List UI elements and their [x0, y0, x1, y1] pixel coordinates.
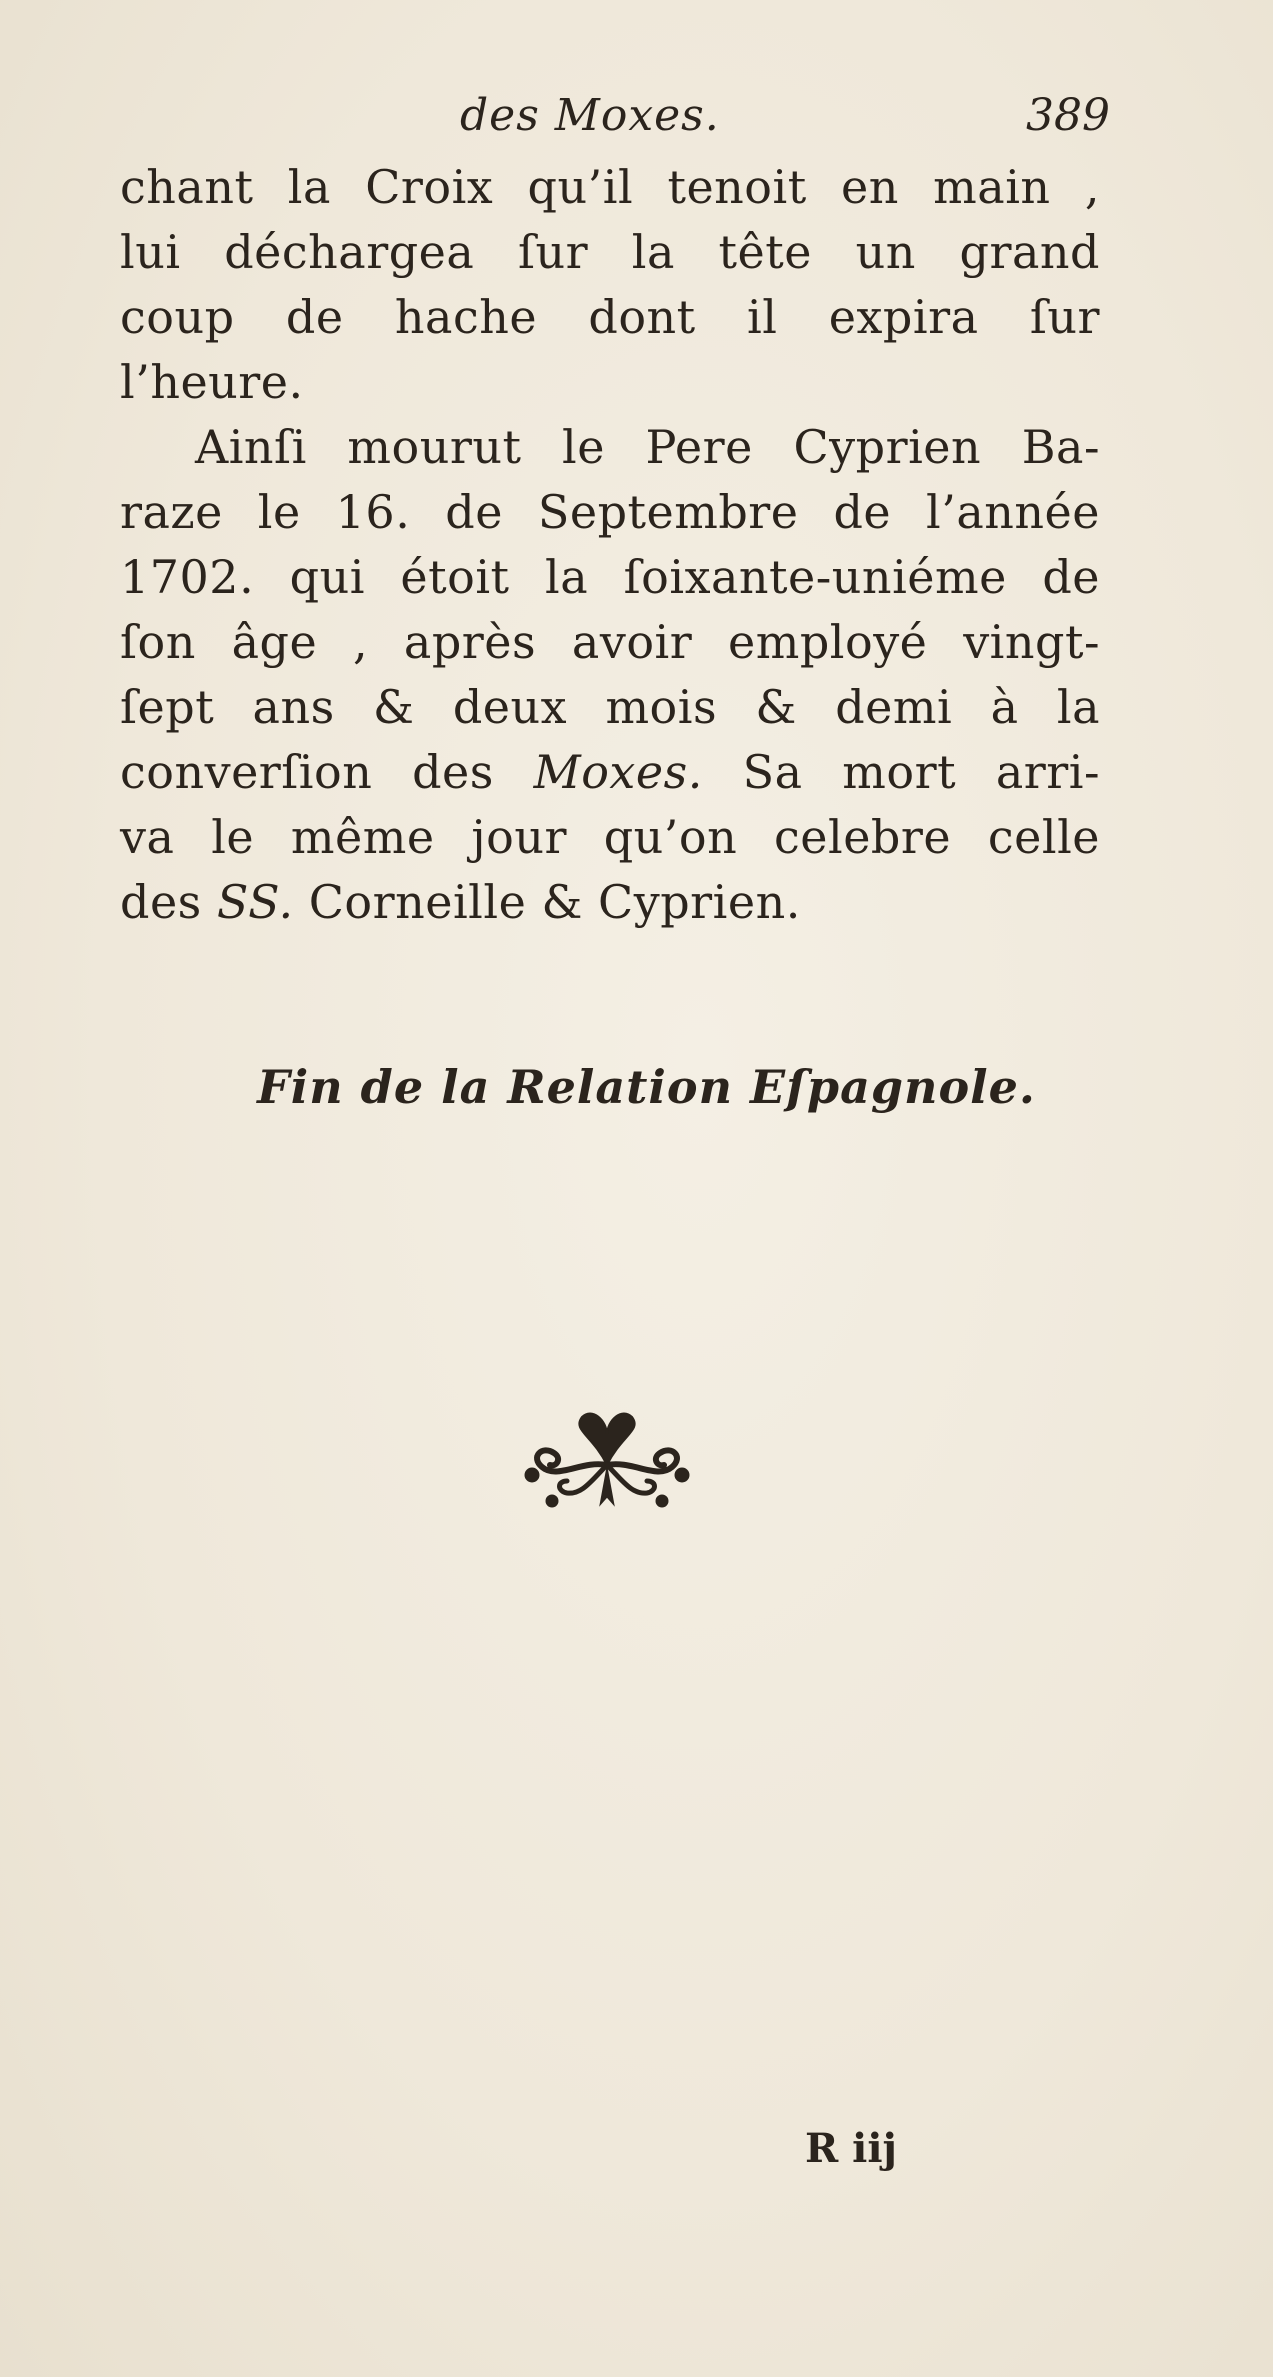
- text-line: lui déchargea ſur la tête un grand: [120, 225, 1100, 279]
- body-text: [120, 155, 1100, 935]
- text-fragment-italic: SS.: [216, 875, 294, 929]
- text-line: va le même jour qu’on celebre celle: [120, 810, 1100, 864]
- text-line: chant la Croix qu’il tenoit en main ,: [120, 160, 1100, 214]
- text-line: ſon âge , après avoir employé vingt-: [120, 615, 1100, 669]
- page-number: 389: [1026, 90, 1110, 141]
- closing-line: Fin de la Relation Eſpagnole.: [257, 1060, 1036, 1114]
- text-line: 1702. qui étoit la ſoixante-uniéme de: [120, 550, 1100, 604]
- text-line: [120, 870, 1100, 935]
- text-line: l’heure.: [120, 355, 304, 409]
- page-header: [120, 90, 1110, 160]
- text-fragment: Corneille & Cyprien.: [293, 875, 801, 929]
- text-fragment-italic: Moxes.: [533, 745, 703, 799]
- text-fragment: converſion des: [120, 745, 534, 799]
- signature-mark: R iij: [805, 2125, 898, 2172]
- text-line: raze le 16. de Septembre de l’année: [120, 485, 1100, 539]
- text-line: ſept ans & deux mois & demi à la: [120, 680, 1100, 734]
- text-fragment: des: [120, 875, 217, 929]
- floral-fleuron-icon: [512, 1405, 702, 1515]
- text-line: coup de hache dont il expira ſur: [120, 290, 1100, 344]
- running-head: des Moxes.: [460, 90, 720, 141]
- text-line: [120, 740, 1100, 805]
- text-line: Ainſi mourut le Pere Cyprien Ba-: [195, 420, 1100, 474]
- text-fragment: Sa mort arri-: [702, 745, 1101, 799]
